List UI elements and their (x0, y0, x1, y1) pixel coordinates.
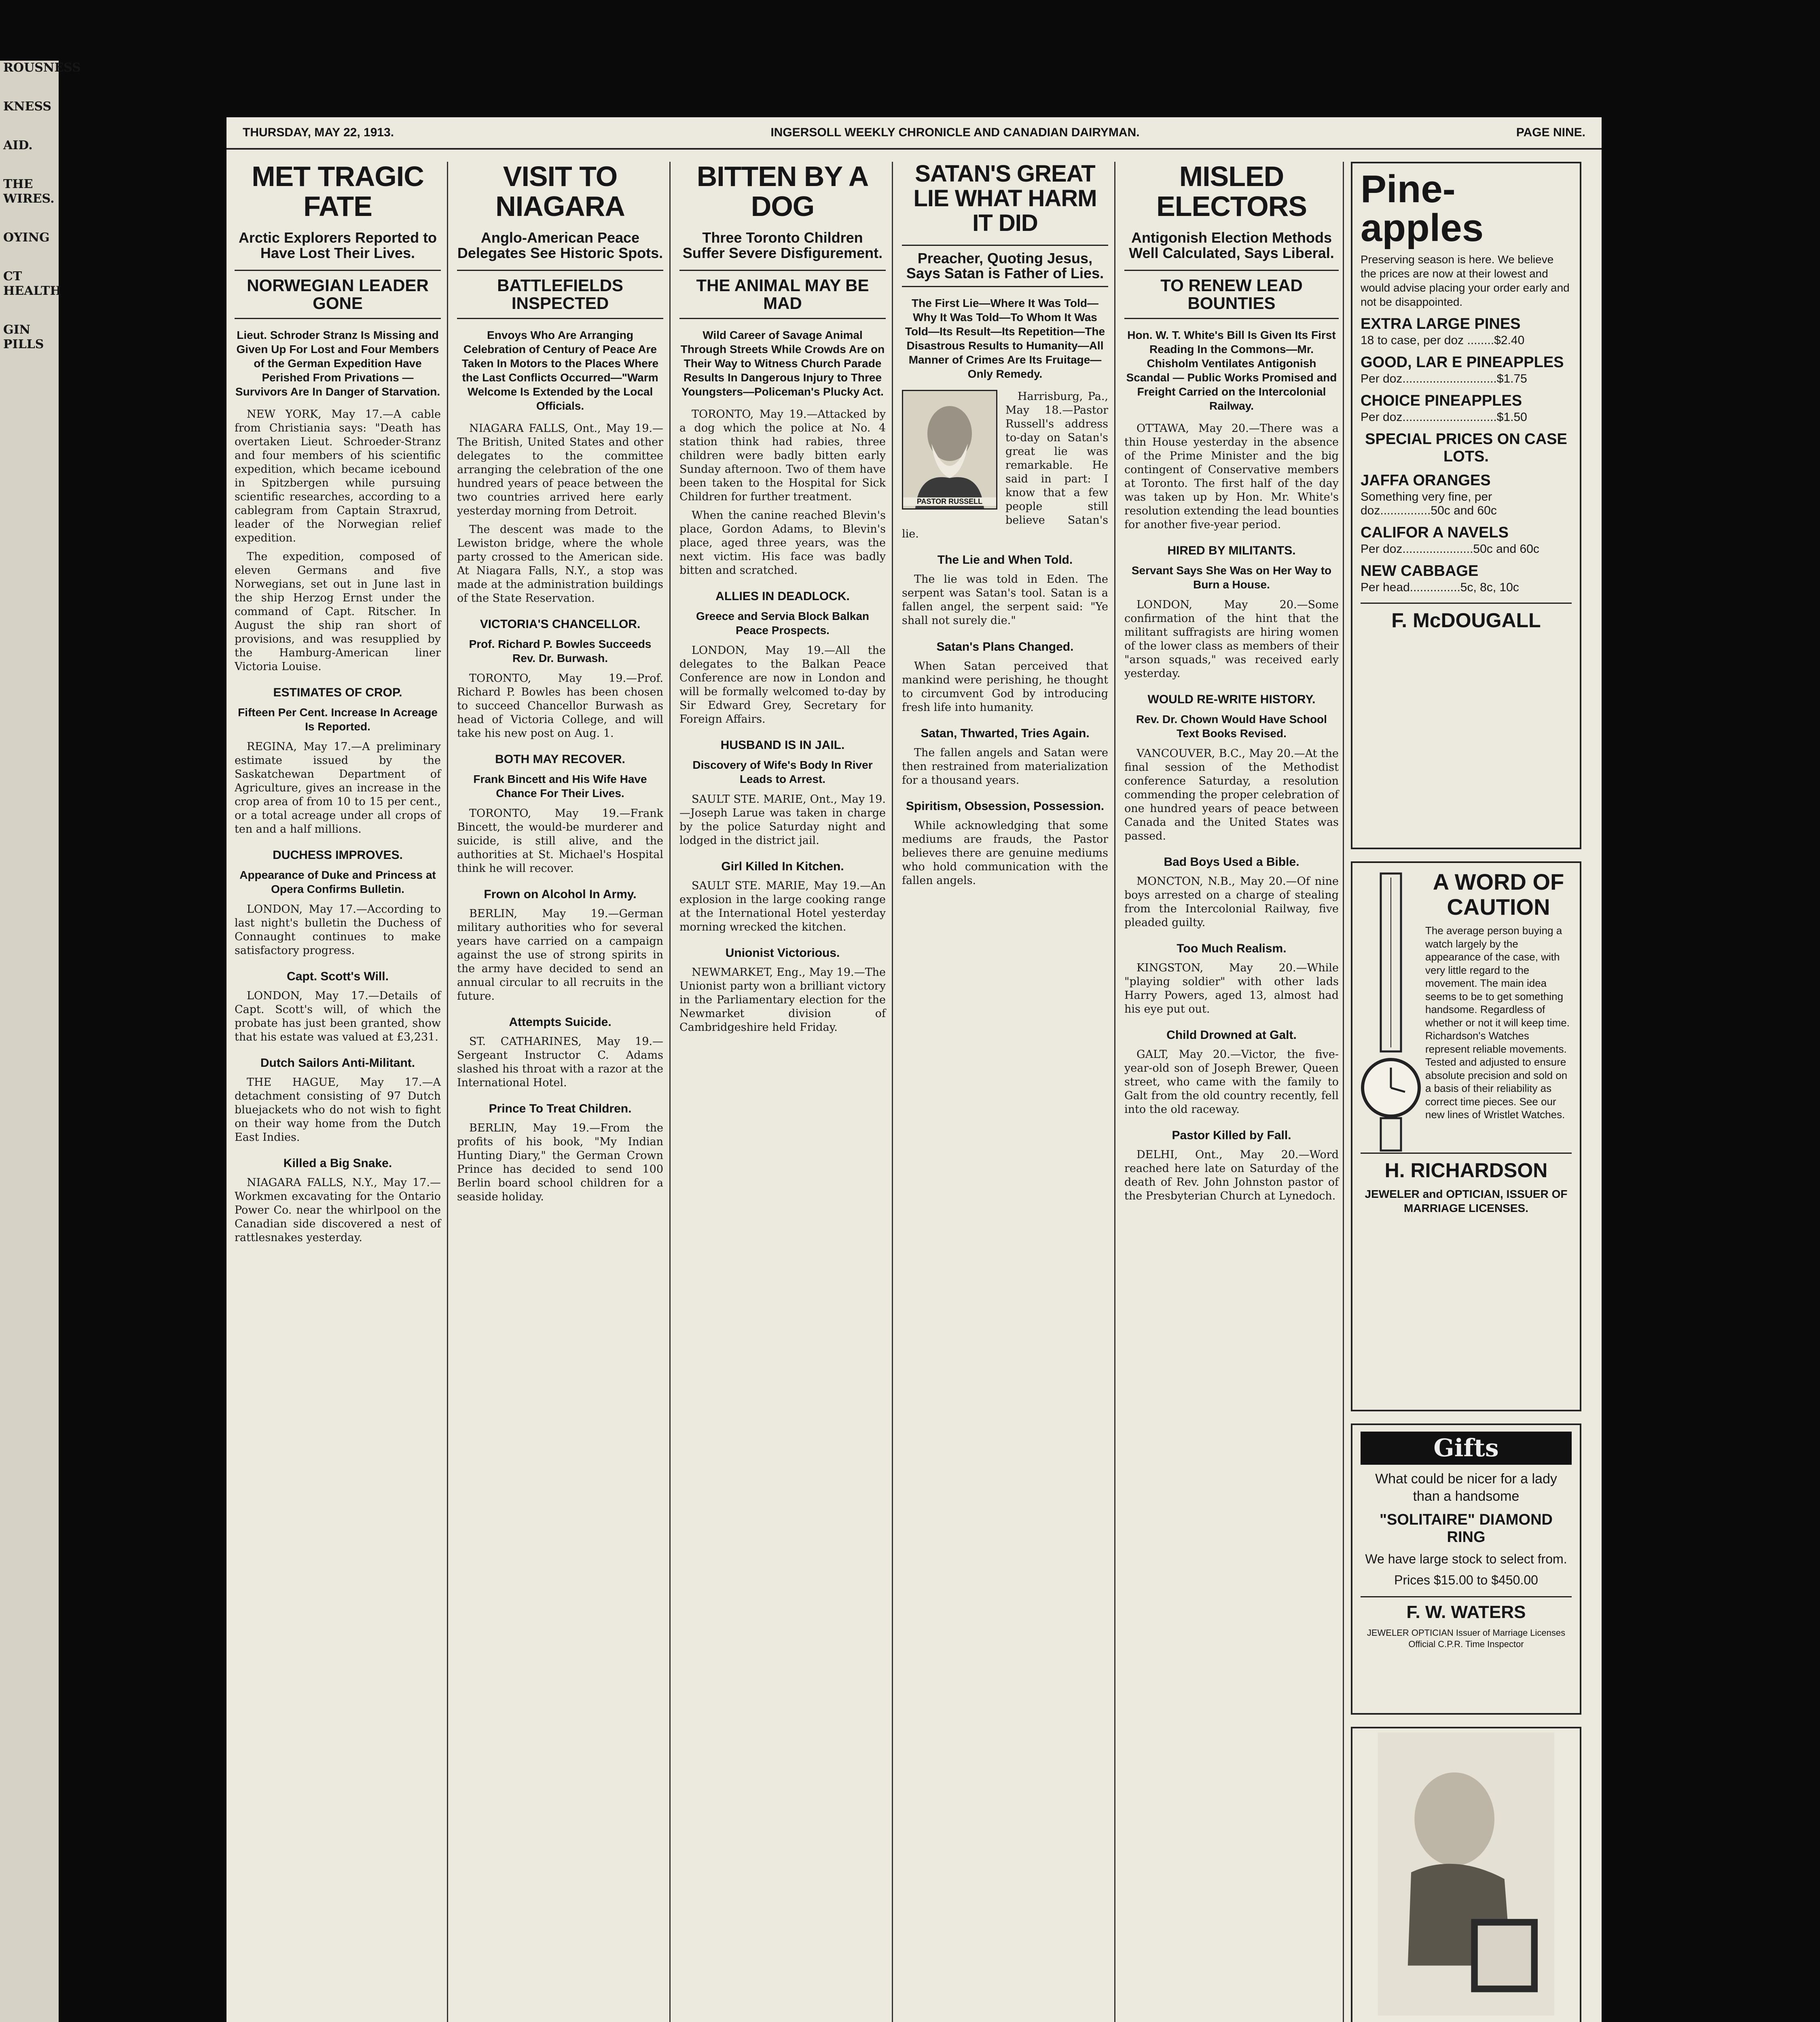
deck: Three Toronto Children Suffer Severe Disfigurement. (682, 229, 883, 261)
summary-deck: Wild Career of Savage Animal Through Streets While Crowds Are on Their Way to Witness Church Parade Results In Dangerous Injury to Three Youngsters—Policeman's Plucky Act. (680, 328, 885, 398)
subheading: Frown on Alcohol In Army. (484, 888, 637, 901)
gifts-ad (1351, 1423, 1581, 1715)
prev-fragment: KNESS (3, 99, 52, 114)
subheading: Killed a Big Snake. (283, 1157, 392, 1170)
pastor-portrait (902, 390, 997, 510)
article-paragraph: KINGSTON, May 20.—While "playing soldier" with other lads Harry Powers, aged 13, almost had his eye put out. (1124, 962, 1339, 1016)
illustrated-ad (1351, 1727, 1581, 2022)
subheading: DUCHESS IMPROVES. (273, 848, 403, 862)
article-paragraph: NIAGARA FALLS, Ont., May 19.—The British, United States and other delegates to the committee arranging the celebration of the one hundred years of peace between the two countries arrived here early yesterday morning from Detroit. (457, 422, 663, 517)
ad-product: "SOLITAIRE" DIAMOND RING (1380, 1511, 1553, 1546)
headline: BITTEN BY A DOG (696, 161, 869, 222)
ad-item-price: Per doz............................$1.50 (1361, 410, 1527, 424)
column-rule (1343, 162, 1344, 2022)
article-paragraph: The expedition, composed of eleven Germans and five Norwegians, set out in June last in the ship Herzog Ernst under the command of Capt. Ritscher. In August the ship ran short of provisions, and was resupplied by the Hamburg-American liner Victoria Louise. (235, 550, 441, 673)
subheading: Pastor Killed by Fall. (1172, 1129, 1291, 1142)
article-paragraph: The descent was made to the Lewiston bridge, where the whole party crossed to the American side. At Niagara Falls, N.Y., a stop was made at the administration buildings of the State Reservation. (457, 523, 663, 605)
ad-body: We have large stock to select from. (1365, 1552, 1567, 1566)
headline: MET TRAGIC FATE (252, 161, 424, 222)
article-paragraph: LONDON, May 17.—Details of Capt. Scott's will, of which the probate has just been granted, show that his estate was valued at £3,231. (235, 990, 441, 1044)
ad-signature: F. W. WATERS (1361, 1596, 1572, 1622)
column-rule (447, 162, 448, 2022)
wristwatch-icon (1361, 869, 1421, 1153)
newspaper-page (226, 117, 1602, 2022)
ad-title: Pine-apples (1361, 167, 1484, 250)
subdeck: Prof. Richard P. Bowles Succeeds Rev. Dr. Burwash. (469, 637, 652, 664)
article-paragraph: The lie was told in Eden. The serpent was Satan's tool. Satan is a fallen angel, the serpent said: "Ye shall not surely die." (902, 573, 1108, 627)
ad-title: A WORD OF CAUTION (1433, 869, 1564, 920)
subheading: BOTH MAY RECOVER. (495, 753, 625, 766)
article-paragraph: TORONTO, May 19.—Attacked by a dog which the police at No. 4 station think had rabies, three children were badly bitten early Sunday afternoon. Two of them have been taken to the Hospital for Sick Children for further treatment. (679, 408, 886, 503)
column-bitten-by-dog (679, 162, 886, 2022)
subdeck: Discovery of Wife's Body In River Leads to Arrest. (692, 759, 873, 786)
subheading: HUSBAND IS IN JAIL. (720, 738, 845, 752)
column-rule (669, 162, 671, 2022)
deck: Preacher, Quoting Jesus, Says Satan is Father of Lies. (902, 245, 1108, 288)
prev-fragment: GIN PILLS (3, 323, 44, 351)
subheading: The Lie and When Told. (937, 553, 1073, 567)
ad-item-price: 18 to case, per doz ........$2.40 (1361, 334, 1525, 347)
watch-ad (1351, 861, 1581, 1411)
subheading: ALLIES IN DEADLOCK. (715, 589, 850, 603)
ad-intro: Preserving season is here. We believe the prices are now at their lowest and would advise placing your order early and not be disappointed. (1361, 253, 1570, 308)
masthead: INGERSOLL WEEKLY CHRONICLE AND CANADIAN DAIRYMAN. (770, 126, 1140, 139)
ad-tagline: JEWELER OPTICIAN Issuer of Marriage Licenses Official C.P.R. Time Inspector (1367, 1628, 1566, 1649)
summary-deck: Lieut. Schroder Stranz Is Missing and Given Up For Lost and Four Members of the German Expedition Have Perished From Privations — Survivors Are In Danger of Starvation. (235, 328, 440, 398)
subdeck: Appearance of Duke and Princess at Opera Confirms Bulletin. (239, 869, 436, 896)
subheading: Dutch Sailors Anti-Militant. (260, 1056, 415, 1070)
article-paragraph: SAULT STE. MARIE, Ont., May 19.—Joseph Larue was taken in charge by the police Saturday night and lodged in the district jail. (679, 793, 886, 847)
article-paragraph: VANCOUVER, B.C., May 20.—At the final session of the Methodist conference Saturday, a resolution commending the proper celebration of one hundred years of peace between Canada and the United States was passed. (1124, 747, 1339, 843)
subheading: ESTIMATES OF CROP. (273, 686, 402, 700)
subdeck: Greece and Servia Block Balkan Peace Prospects. (696, 609, 869, 637)
article-paragraph: TORONTO, May 19.—Prof. Richard P. Bowles has been chosen to succeed Chancellor Burwash as head of Victoria College, and will take his new post on Aug. 1. (457, 672, 663, 740)
portrait-caption: PASTOR RUSSELL (903, 497, 996, 506)
ad-tagline: JEWELER and OPTICIAN, ISSUER OF MARRIAGE LICENSES. (1365, 1188, 1568, 1214)
subheading: Attempts Suicide. (509, 1015, 612, 1029)
prev-fragment: THE WIRES. (3, 177, 55, 206)
subheading: HIRED BY MILITANTS. (1167, 544, 1296, 557)
column-misled-electors (1124, 162, 1339, 2022)
ad-signature: H. RICHARDSON (1361, 1153, 1572, 1182)
deck: THE ANIMAL MAY BE MAD (679, 270, 886, 319)
deck: Antigonish Election Methods Well Calculated, Says Liberal. (1129, 229, 1334, 261)
article-paragraph: OTTAWA, May 20.—There was a thin House yesterday in the absence of the Prime Minister and the big contingent of Conservative members at Toronto. The first half of the day was taken up by Hon. Mr. White's resolution extending the lead bounties for another five-year period. (1124, 422, 1339, 531)
subheading: Too Much Realism. (1177, 942, 1287, 956)
article-paragraph: While acknowledging that some mediums are frauds, the Pastor believes there are genuine mediums who hold communication with the fallen angels. (902, 819, 1108, 887)
subdeck: Servant Says She Was on Her Way to Burn a House. (1131, 564, 1332, 591)
deck: Anglo-American Peace Delegates See Historic Spots. (457, 229, 663, 261)
subheading: Child Drowned at Galt. (1166, 1028, 1297, 1042)
subheading: Capt. Scott's Will. (287, 970, 389, 984)
issue-date: THURSDAY, MAY 22, 1913. (243, 126, 394, 139)
headline: MISLED ELECTORS (1156, 161, 1307, 222)
article-paragraph: NIAGARA FALLS, N.Y., May 17.—Workmen excavating for the Ontario Power Co. near the whirlpool on the Canadian side discovered a nest of rattlesnakes yesterday. (235, 1176, 441, 1244)
article-paragraph: When Satan perceived that mankind were perishing, he thought to circumvent God by introducing fresh life into humanity. (902, 660, 1108, 714)
column-visit-niagara (457, 162, 663, 2022)
subdeck: Fifteen Per Cent. Increase In Acreage Is Reported. (238, 706, 438, 733)
portrait-image (903, 391, 996, 508)
prev-fragment: ROUSNESS (3, 61, 81, 75)
ad-item-price: Per doz............................$1.75 (1361, 372, 1527, 385)
ad-item-name: CHOICE PINEAPPLES (1361, 392, 1522, 409)
subheading: Prince To Treat Children. (489, 1102, 632, 1116)
previous-page-strip (0, 61, 81, 2022)
deck: NORWEGIAN LEADER GONE (235, 270, 441, 319)
subheading: Spiritism, Obsession, Possession. (906, 799, 1105, 813)
ad-item-price: Per head...............5c, 8c, 10c (1361, 581, 1519, 594)
article-paragraph: MONCTON, N.B., May 20.—Of nine boys arrested on a charge of stealing from the Intercolonial Railway, five pleaded guilty. (1124, 875, 1339, 929)
prev-fragment: AID. (3, 138, 33, 152)
column-tragic-fate (235, 162, 441, 2022)
ad-prices: Prices $15.00 to $450.00 (1394, 1573, 1538, 1587)
deck: Arctic Explorers Reported to Have Lost Their Lives. (238, 229, 437, 261)
page-number: PAGE NINE. (1516, 126, 1585, 139)
advertisement-column (1351, 162, 1581, 2022)
deck: TO RENEW LEAD BOUNTIES (1124, 270, 1339, 319)
ad-title: Gifts (1361, 1432, 1572, 1465)
article-paragraph: REGINA, May 17.—A preliminary estimate issued by the Saskatchewan Department of Agriculture, gives an increase in the crop area of from 10 to 15 per cent., or a total acreage under all crops of ten and a half millions. (235, 740, 441, 836)
ad-item-name: NEW CABBAGE (1361, 563, 1479, 580)
ad-item-name: EXTRA LARGE PINES (1361, 315, 1521, 332)
summary-deck: The First Lie—Where It Was Told—Why It Was Told—To Whom It Was Told—Its Result—Its Repetition—The Disastrous Results to Humanity—All Manner of Crimes Are Its Fruitage—Only Remedy. (905, 297, 1105, 381)
subheading: Unionist Victorious. (725, 946, 840, 960)
article-paragraph: BERLIN, May 19.—From the profits of his book, "My Indian Hunting Diary," the German Crown Prince has decided to send 100 Berlin board school children for a seaside holiday. (457, 1122, 663, 1203)
subheading: Satan's Plans Changed. (936, 640, 1074, 654)
ad-item-name: SPECIAL PRICES ON CASE LOTS. (1365, 431, 1567, 465)
article-paragraph: LONDON, May 20.—Some confirmation of the hint that the militant suffragists are hiring women of the lower class as members of their "arson squads," was received early yesterday. (1124, 598, 1339, 680)
article-paragraph: ST. CATHARINES, May 19.—Sergeant Instructor C. Adams slashed his throat with a razor at the International Hotel. (457, 1035, 663, 1089)
summary-deck: Envoys Who Are Arranging Celebration of Century of Peace Are Taken In Motors to the Places Where the Last Conflicts Occurred—"Warm Welcome Is Extended by the Local Officials. (461, 328, 659, 412)
article-paragraph: SAULT STE. MARIE, May 19.—An explosion in the large cooking range at the International Hotel yesterday morning wrecked the kitchen. (679, 880, 886, 934)
article-paragraph: TORONTO, May 19.—Frank Bincett, the would-be murderer and suicide, is still alive, and the authorities at St. Michael's Hospital think he will recover. (457, 807, 663, 875)
subdeck: Rev. Dr. Chown Would Have School Text Books Revised. (1136, 713, 1327, 740)
column-rule (892, 162, 893, 2022)
ad-item-price: Per doz.....................50c and 60c (1361, 542, 1539, 556)
illustration-image (1357, 1732, 1576, 2016)
pineapples-ad (1351, 162, 1581, 849)
prev-fragment: CT HEALTH (3, 269, 61, 298)
subheading: Girl Killed In Kitchen. (721, 860, 844, 874)
prev-fragment: OYING (3, 231, 50, 245)
column-rule (1114, 162, 1115, 2022)
article-paragraph: LONDON, May 17.—According to last night's bulletin the Duchess of Connaught continues to make satisfactory progress. (235, 903, 441, 957)
article-paragraph: LONDON, May 19.—All the delegates to the Balkan Peace Conference are now in London and will be formally welcomed to-day by Sir Edward Grey, Secretary for Foreign Affairs. (679, 644, 886, 726)
ad-signature: F. McDOUGALL (1361, 603, 1572, 632)
headline: SATAN'S GREAT LIE WHAT HARM IT DID (913, 161, 1097, 236)
article-paragraph: Harrisburg, Pa., May 18.—Pastor Russell's address to-day on Satan's great lie was remarkable. He said in part: I know that a few people still believe Satan's lie. (902, 390, 1108, 541)
article-paragraph: When the canine reached Blevin's place, Gordon Adams, to Blevin's place, aged three years, was the next victim. His face was badly bitten and scratched. (679, 509, 886, 577)
article-paragraph: GALT, May 20.—Victor, the five-year-old son of Joseph Brewer, Queen street, who came with the family to Galt from the old country recently, fell into the old raceway. (1124, 1048, 1339, 1116)
subheading: Bad Boys Used a Bible. (1164, 855, 1299, 869)
article-paragraph: NEW YORK, May 17.—A cable from Christiania says: "Death has overtaken Lieut. Schroeder-Stranz and four members of his scientific expedition, which became icebound in Spitzbergen while pursuing scientific researches, according to a cablegram from Captain Straxrud, leader of the Norwegian relief expedition. (235, 408, 441, 544)
ad-body: The average person buying a watch largely by the appearance of the case, with very little regard to the movement. The main idea seems to be to get something handsome. Regardless of whether or not it will keep time. Richardson's Watches represent reliable movements. Tested and adjusted to ensure absolute precision and sold on a basis of their reliability as correct time pieces. See our new lines of Wristlet Watches. (1425, 924, 1570, 1121)
headline: VISIT TO NIAGARA (495, 161, 625, 222)
ad-body: What could be nicer for a lady than a handsome (1375, 1471, 1557, 1504)
article-paragraph: THE HAGUE, May 17.—A detachment consisting of 97 Dutch bluejackets who do not wish to fight on their way home from the Dutch East Indies. (235, 1076, 441, 1144)
article-paragraph: DELHI, Ont., May 20.—Word reached here late on Saturday of the death of Rev. John Johnston pastor of the Presbyterian Church at Lynedoch. (1124, 1148, 1339, 1203)
subheading: VICTORIA'S CHANCELLOR. (480, 617, 641, 631)
summary-deck: Hon. W. T. White's Bill Is Given Its First Reading In the Commons—Mr. Chisholm Ventilates Antigonish Scandal — Public Works Promised and Freight Carried on the Intercolonial Railway. (1126, 328, 1337, 412)
ad-item-price: Something very fine, per doz...............50c and 60c (1361, 490, 1497, 517)
article-paragraph: BERLIN, May 19.—German military authorities who for several years have carried on a campaign against the use of strong spirits in the army have decided to send an annual circular to all recruits in the future. (457, 907, 663, 1003)
deck: BATTLEFIELDS INSPECTED (457, 270, 663, 319)
article-paragraph: The fallen angels and Satan were then restrained from materialization for a thousand years. (902, 746, 1108, 787)
ad-item-name: JAFFA ORANGES (1361, 472, 1491, 489)
running-header (226, 117, 1602, 150)
article-paragraph: NEWMARKET, Eng., May 19.—The Unionist party won a brilliant victory in the Parliamentary election for the Newmarket division of Cambridgeshire held Friday. (679, 966, 886, 1034)
ad-item-name: CALIFOR A NAVELS (1361, 524, 1509, 541)
subheading: Satan, Thwarted, Tries Again. (921, 726, 1090, 740)
subheading: WOULD RE-WRITE HISTORY. (1147, 693, 1316, 706)
subdeck: Frank Bincett and His Wife Have Chance For Their Lives. (473, 773, 647, 800)
ad-item-name: GOOD, LAR E PINEAPPLES (1361, 354, 1564, 371)
column-satans-lie (902, 162, 1108, 2022)
